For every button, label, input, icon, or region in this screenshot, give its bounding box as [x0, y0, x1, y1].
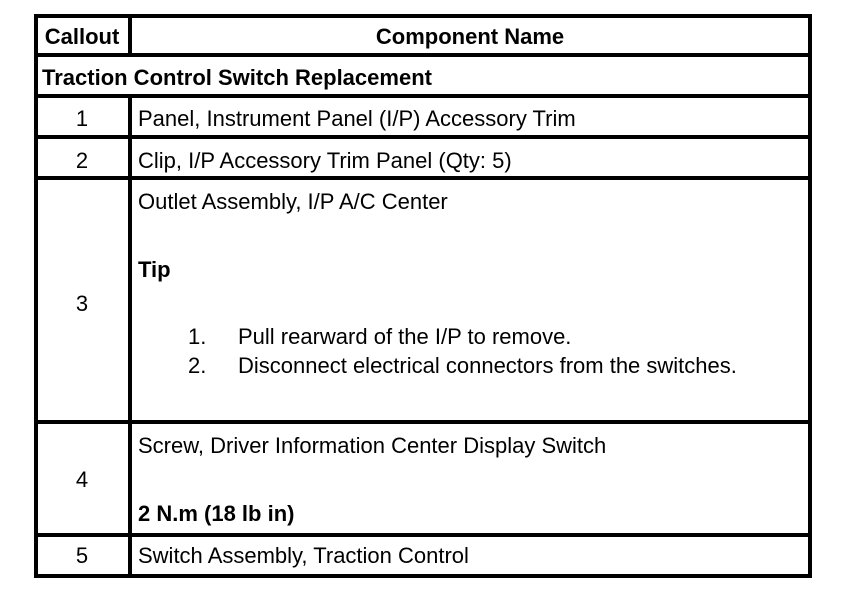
- component-name: Outlet Assembly, I/P A/C Center: [138, 189, 448, 214]
- component-name: Screw, Driver Information Center Display Switch: [138, 433, 607, 458]
- step-text: Disconnect electrical connectors from the switches.: [238, 353, 737, 378]
- step-text: Pull rearward of the I/P to remove.: [238, 324, 572, 349]
- component-name: Clip, I/P Accessory Trim Panel (Qty: 5): [138, 148, 512, 173]
- table-border: [34, 14, 812, 18]
- table-border: [34, 94, 812, 98]
- callout-number: 2: [75, 148, 89, 173]
- component-name: Panel, Instrument Panel (I/P) Accessory Trim: [138, 106, 576, 131]
- tip-label: Tip: [138, 257, 171, 282]
- header-callout: Callout: [44, 24, 120, 49]
- callout-number: 5: [75, 543, 89, 568]
- section-title: Traction Control Switch Replacement: [42, 65, 432, 90]
- table-border: [808, 14, 812, 578]
- table-border: [34, 533, 812, 537]
- component-name: Switch Assembly, Traction Control: [138, 543, 469, 568]
- callout-number: 1: [75, 106, 89, 131]
- header-component-name: Component Name: [375, 24, 565, 49]
- table-border: [34, 574, 812, 578]
- table-border: [34, 176, 812, 180]
- step-number: 1.: [188, 324, 207, 349]
- table-border: [34, 420, 812, 424]
- column-divider: [128, 94, 132, 578]
- torque-spec: 2 N.m (18 lb in): [138, 501, 295, 526]
- callout-number: 4: [75, 467, 89, 492]
- step-number: 2.: [188, 353, 207, 378]
- component-table: [34, 14, 812, 578]
- table-border: [34, 53, 812, 57]
- table-border: [34, 135, 812, 139]
- callout-number: 3: [75, 291, 89, 316]
